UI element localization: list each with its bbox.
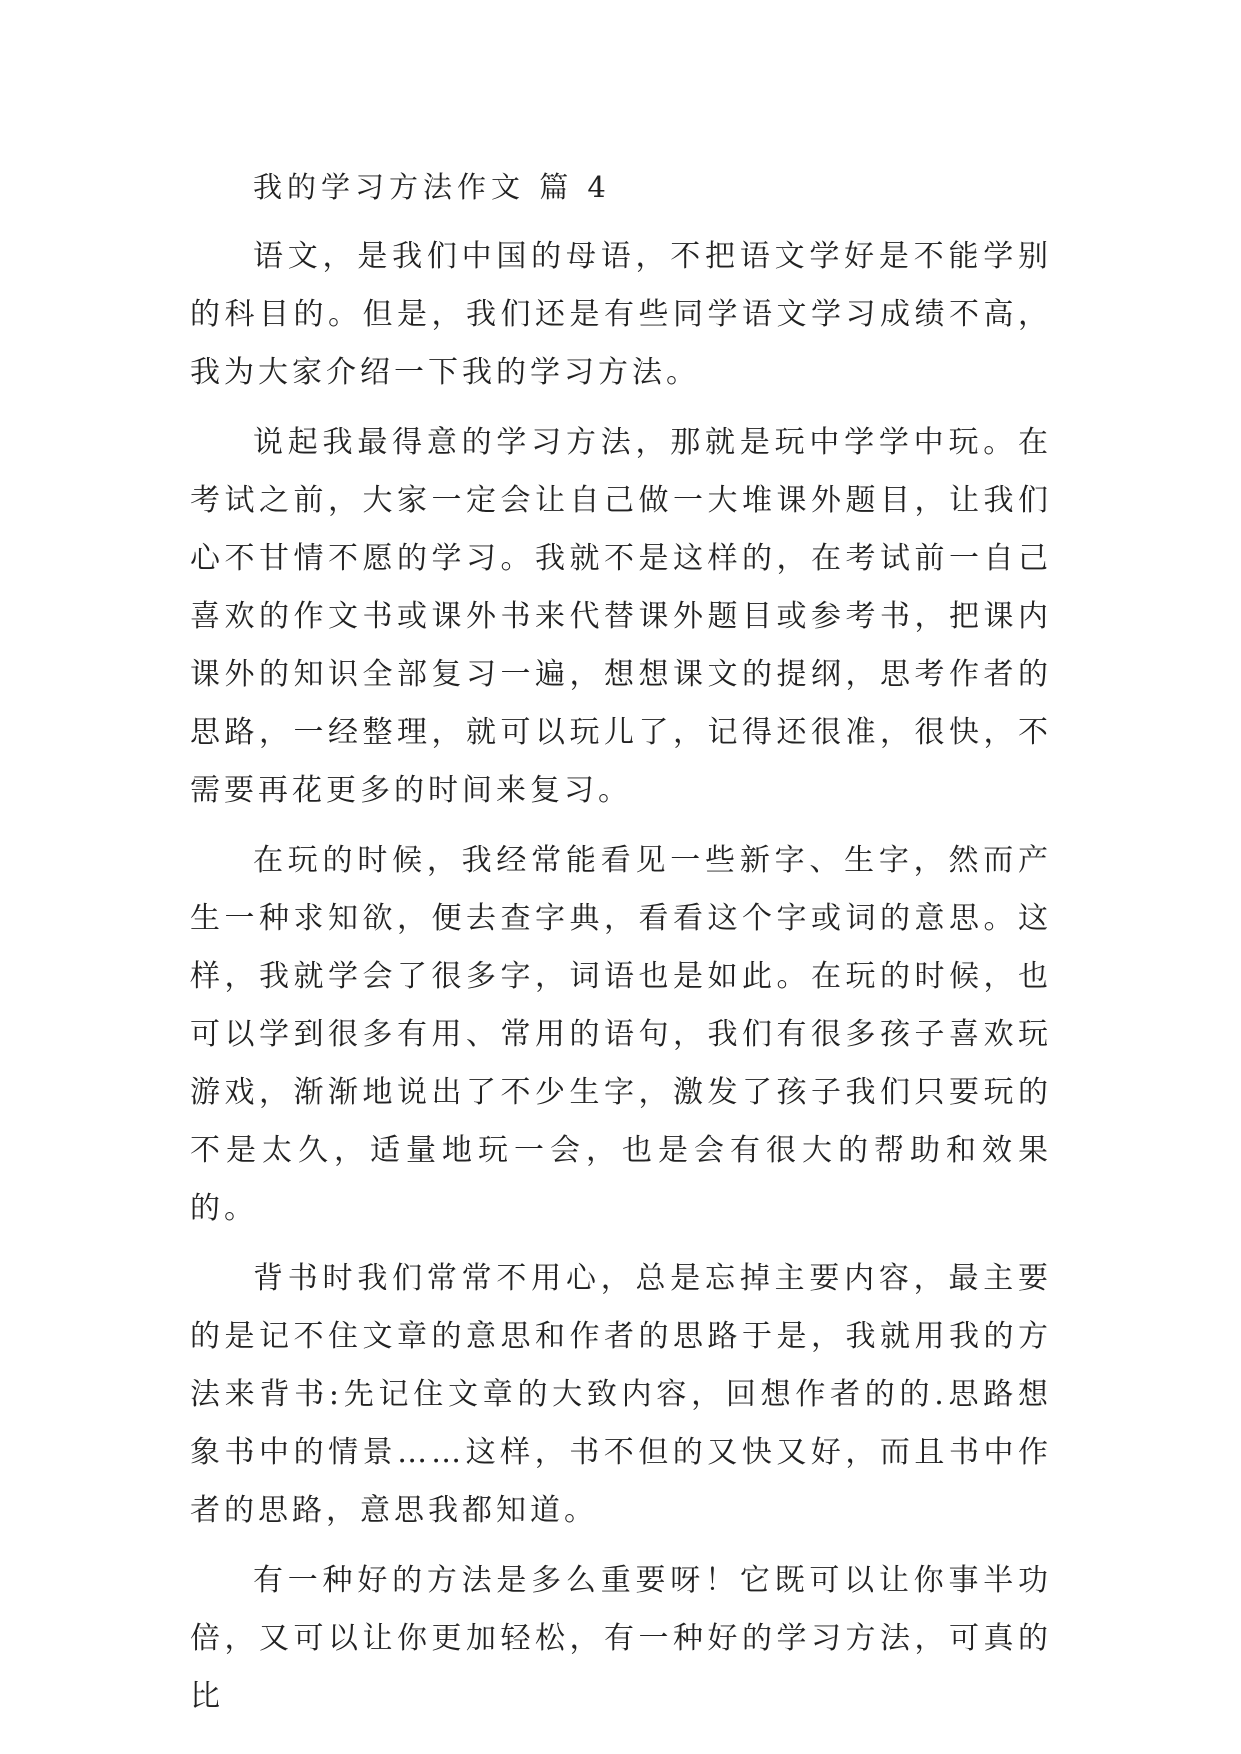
paragraph-2: 说起我最得意的学习方法，那就是玩中学学中玩。在考试之前，大家一定会让自己做一大堆课外题目，让我们心不甘情不愿的学习。我就不是这样的，在考试前一自己喜欢的作文书或课外书来代替课外题目或参考书，把课内课外的知识全部复习一遍，想想课文的提纲，思考作者的思路，一经整理，就可以玩儿了，记得还很准，很快，不需要再花更多的时间来复习。 (190, 425, 1052, 808)
paragraph-1: 语文，是我们中国的母语，不把语文学好是不能学别的科目的。但是，我们还是有些同学语文学习成绩不高，我为大家介绍一下我的学习方法。 (190, 239, 1052, 390)
essay-title: 我的学习方法作文 篇 4 (253, 170, 611, 204)
paragraph-4: 背书时我们常常不用心，总是忘掉主要内容，最主要的是记不住文章的意思和作者的思路于是，我就用我的方法来背书:先记住文章的大致内容，回想作者的的.思路想象书中的情景……这样，书不但的又快又好，而且书中作者的思路，意思我都知道。 (190, 1261, 1052, 1528)
document-body (190, 158, 1052, 1738)
paragraph-5: 有一种好的方法是多么重要呀！它既可以让你事半功倍，又可以让你更加轻松，有一种好的学习方法，可真的比 (190, 1563, 1052, 1714)
paragraph-3: 在玩的时候，我经常能看见一些新字、生字，然而产生一种求知欲，便去查字典，看看这个字或词的意思。这样，我就学会了很多字，词语也是如此。在玩的时候，也可以学到很多有用、常用的语句，我们有很多孩子喜欢玩游戏，渐渐地说出了不少生字，激发了孩子我们只要玩的不是太久，适量地玩一会，也是会有很大的帮助和效果的。 (190, 843, 1052, 1226)
